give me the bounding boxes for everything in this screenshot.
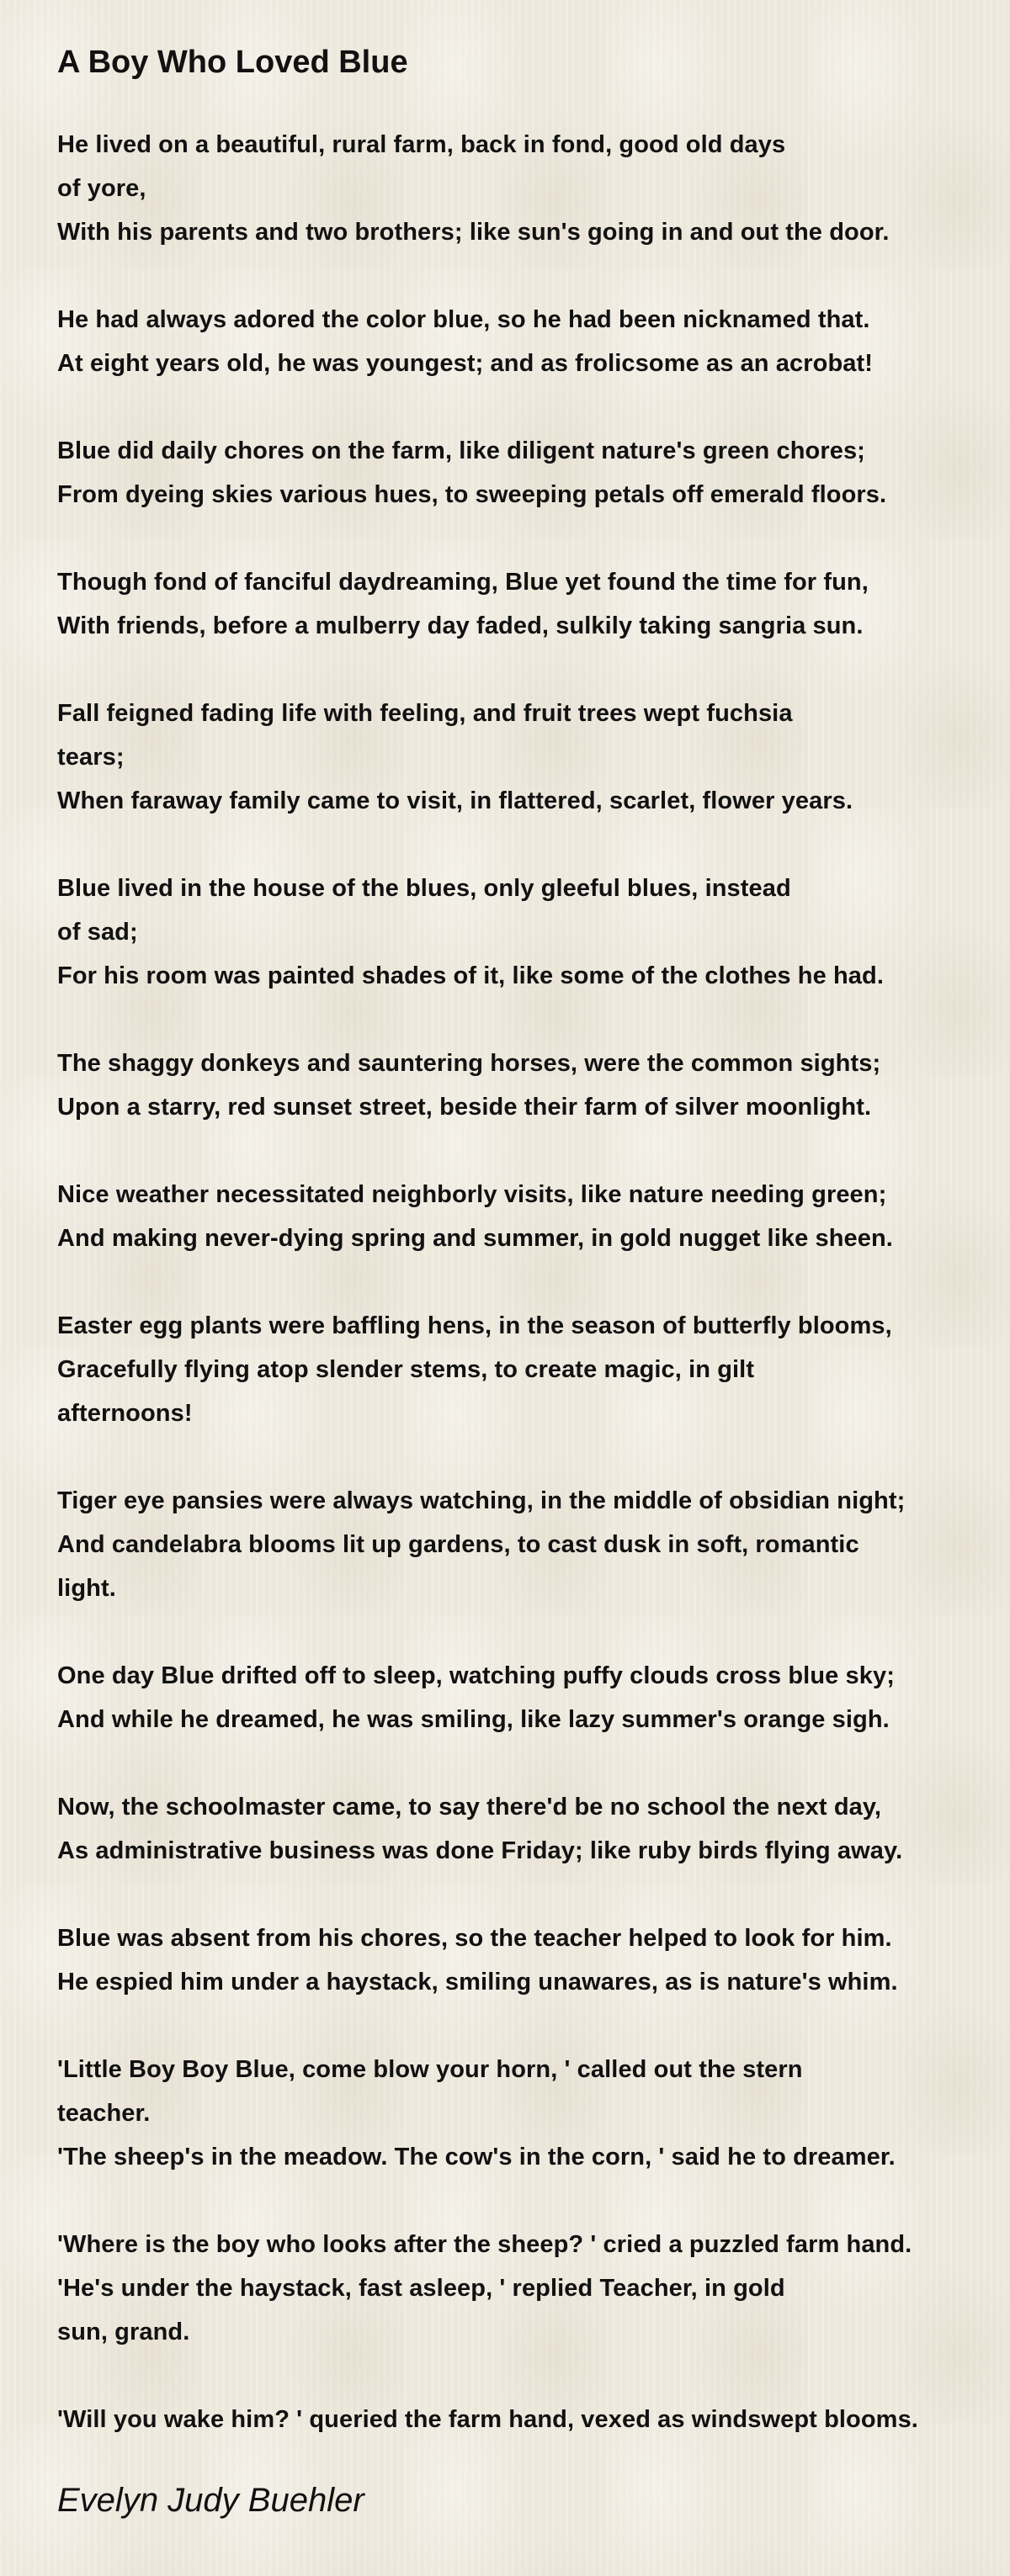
poem-line: Easter egg plants were baffling hens, in the season of butterfly blooms, xyxy=(57,1312,892,1339)
poem-line: When faraway family came to visit, in flattered, scarlet, flower years. xyxy=(57,787,853,814)
poem-line: 'The sheep's in the meadow. The cow's in the corn, ' said he to dreamer. xyxy=(57,2144,896,2171)
poem-line: Fall feigned fading life with feeling, and fruit trees wept fuchsia xyxy=(57,700,793,727)
poem-line: sun, grand. xyxy=(57,2319,190,2345)
poem-line: With friends, before a mulberry day faded, sulkily taking sangria sun. xyxy=(57,612,864,639)
stanza xyxy=(57,1654,1010,1741)
poem-line: Upon a starry, red sunset street, beside their farm of silver moonlight. xyxy=(57,1094,872,1121)
poem-line: Though fond of fanciful daydreaming, Blue yet found the time for fun, xyxy=(57,569,869,596)
poem-line: 'Will you wake him? ' queried the farm hand, vexed as windswept blooms. xyxy=(57,2406,918,2433)
stanza xyxy=(57,429,1010,517)
poem-line: afternoons! xyxy=(57,1400,193,1427)
stanza xyxy=(57,1304,1010,1435)
poem-line: He espied him under a haystack, smiling unawares, as is nature's whim. xyxy=(57,1969,898,1996)
poem-line: As administrative business was done Friday; like ruby birds flying away. xyxy=(57,1837,903,1864)
poem-line: tears; xyxy=(57,744,125,771)
poem-line: With his parents and two brothers; like sun's going in and out the door. xyxy=(57,219,890,246)
poem-line: For his room was painted shades of it, like some of the clothes he had. xyxy=(57,962,885,989)
stanza xyxy=(57,1916,1010,2004)
stanza xyxy=(57,560,1010,648)
stanza xyxy=(57,867,1010,998)
stanza xyxy=(57,2048,1010,2179)
poem-line: Blue was absent from his chores, so the teacher helped to look for him. xyxy=(57,1925,892,1952)
poem-line: 'Where is the boy who looks after the sheep? ' cried a puzzled farm hand. xyxy=(57,2231,912,2258)
poem-line: At eight years old, he was youngest; and as frolicsome as an acrobat! xyxy=(57,350,873,377)
poem-line: of yore, xyxy=(57,175,146,202)
poem-line: light. xyxy=(57,1575,116,1602)
stanza xyxy=(57,692,1010,823)
stanza xyxy=(57,2398,1010,2441)
stanza xyxy=(57,1173,1010,1260)
stanza xyxy=(57,123,1010,254)
poem-line: teacher. xyxy=(57,2100,151,2127)
poem-line: One day Blue drifted off to sleep, watching puffy clouds cross blue sky; xyxy=(57,1662,895,1689)
stanza xyxy=(57,298,1010,385)
stanza xyxy=(57,1785,1010,1873)
poem-line: And while he dreamed, he was smiling, like lazy summer's orange sigh. xyxy=(57,1706,890,1733)
stanza xyxy=(57,2223,1010,2354)
poem-author: Evelyn Judy Buehler xyxy=(57,2482,364,2519)
poem-line: Nice weather necessitated neighborly visits, like nature needing green; xyxy=(57,1181,887,1208)
poem-line: And making never-dying spring and summer, in gold nugget like sheen. xyxy=(57,1225,893,1252)
poem-line: Tiger eye pansies were always watching, in the middle of obsidian night; xyxy=(57,1487,906,1514)
poem-line: of sad; xyxy=(57,919,138,946)
poem-line: He had always adored the color blue, so he had been nicknamed that. xyxy=(57,306,870,333)
stanza xyxy=(57,1042,1010,1129)
poem-line: Now, the schoolmaster came, to say there'd be no school the next day, xyxy=(57,1794,882,1821)
poem-title: A Boy Who Loved Blue xyxy=(57,45,408,80)
poem-line: The shaggy donkeys and sauntering horses, were the common sights; xyxy=(57,1050,881,1077)
poem-line: He lived on a beautiful, rural farm, back in fond, good old days xyxy=(57,131,786,158)
stanza xyxy=(57,1479,1010,1610)
poem-line: 'Little Boy Boy Blue, come blow your horn, ' called out the stern xyxy=(57,2056,803,2083)
poem-line: Blue lived in the house of the blues, only gleeful blues, instead xyxy=(57,875,791,902)
poem-line: 'He's under the haystack, fast asleep, ' replied Teacher, in gold xyxy=(57,2275,785,2302)
poem-line: Gracefully flying atop slender stems, to create magic, in gilt xyxy=(57,1356,755,1383)
poem-line: And candelabra blooms lit up gardens, to cast dusk in soft, romantic xyxy=(57,1531,859,1558)
poem-line: Blue did daily chores on the farm, like diligent nature's green chores; xyxy=(57,437,865,464)
poem-line: From dyeing skies various hues, to sweeping petals off emerald floors. xyxy=(57,481,887,508)
